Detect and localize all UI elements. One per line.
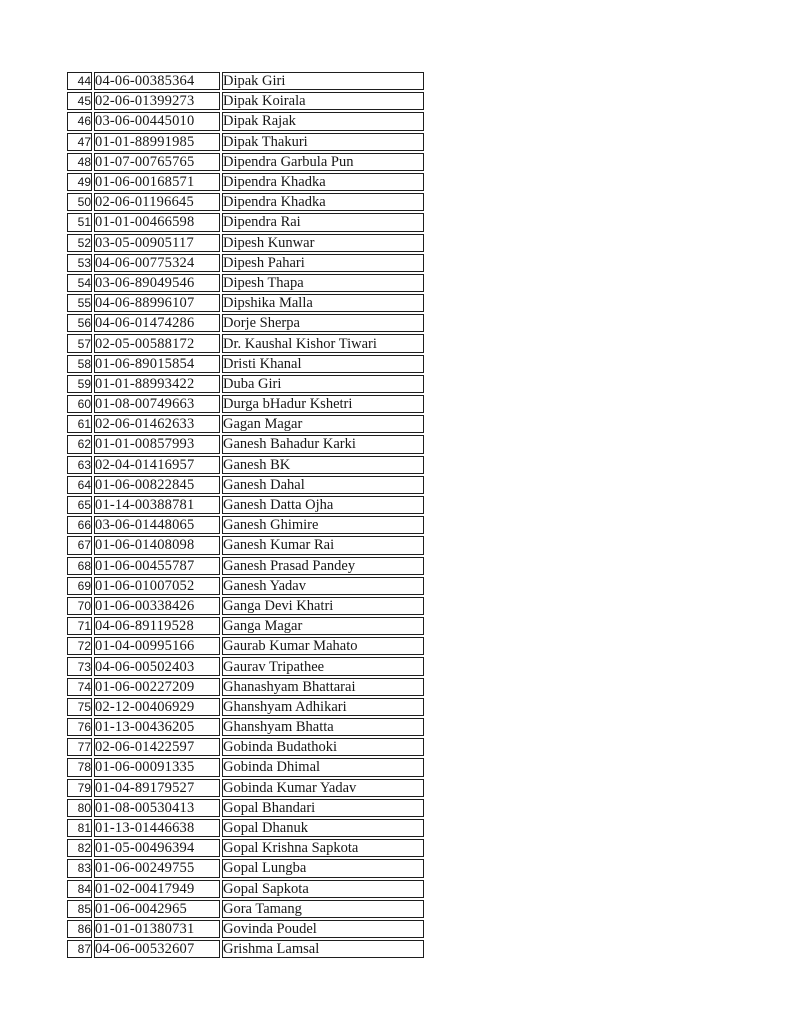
member-name-cell: Dipendra Rai	[222, 213, 424, 231]
member-name-cell: Gopal Lungba	[222, 859, 424, 877]
member-name-cell: Ganesh Yadav	[222, 577, 424, 595]
serial-number-cell: 45	[67, 92, 92, 110]
id-number-cell: 01-06-01408098	[94, 536, 220, 554]
serial-number-cell: 67	[67, 536, 92, 554]
serial-number-cell: 53	[67, 254, 92, 272]
member-name-cell: Dr. Kaushal Kishor Tiwari	[222, 334, 424, 352]
id-number-cell: 01-13-00436205	[94, 718, 220, 736]
serial-number-cell: 84	[67, 880, 92, 898]
member-name-cell: Ghanashyam Bhattarai	[222, 678, 424, 696]
id-number-cell: 04-06-88996107	[94, 294, 220, 312]
member-name-cell: Gopal Sapkota	[222, 880, 424, 898]
roster-table	[65, 70, 426, 960]
member-name-cell: Gopal Bhandari	[222, 799, 424, 817]
id-number-cell: 04-06-00775324	[94, 254, 220, 272]
serial-number-cell: 77	[67, 738, 92, 756]
table-row	[67, 758, 424, 776]
table-row	[67, 577, 424, 595]
member-name-cell: Govinda Poudel	[222, 920, 424, 938]
member-name-cell: Dipak Koirala	[222, 92, 424, 110]
member-name-cell: Dipak Thakuri	[222, 133, 424, 151]
id-number-cell: 01-06-89015854	[94, 355, 220, 373]
serial-number-cell: 64	[67, 476, 92, 494]
serial-number-cell: 59	[67, 375, 92, 393]
serial-number-cell: 80	[67, 799, 92, 817]
table-row	[67, 72, 424, 90]
serial-number-cell: 46	[67, 112, 92, 130]
id-number-cell: 01-04-00995166	[94, 637, 220, 655]
id-number-cell: 01-01-01380731	[94, 920, 220, 938]
serial-number-cell: 83	[67, 859, 92, 877]
serial-number-cell: 56	[67, 314, 92, 332]
serial-number-cell: 48	[67, 153, 92, 171]
member-name-cell: Dristi Khanal	[222, 355, 424, 373]
table-row	[67, 334, 424, 352]
table-row	[67, 557, 424, 575]
serial-number-cell: 62	[67, 435, 92, 453]
id-number-cell: 02-05-00588172	[94, 334, 220, 352]
member-name-cell: Grishma Lamsal	[222, 940, 424, 958]
table-row	[67, 536, 424, 554]
id-number-cell: 01-06-00168571	[94, 173, 220, 191]
id-number-cell: 01-06-00338426	[94, 597, 220, 615]
member-name-cell: Ghanshyam Bhatta	[222, 718, 424, 736]
member-name-cell: Gopal Dhanuk	[222, 819, 424, 837]
serial-number-cell: 68	[67, 557, 92, 575]
member-name-cell: Dipesh Pahari	[222, 254, 424, 272]
serial-number-cell: 76	[67, 718, 92, 736]
table-row	[67, 133, 424, 151]
member-name-cell: Durga bHadur Kshetri	[222, 395, 424, 413]
member-name-cell: Gobinda Dhimal	[222, 758, 424, 776]
member-name-cell: Ganesh BK	[222, 456, 424, 474]
serial-number-cell: 54	[67, 274, 92, 292]
table-row	[67, 375, 424, 393]
serial-number-cell: 72	[67, 637, 92, 655]
table-row	[67, 415, 424, 433]
table-row	[67, 678, 424, 696]
id-number-cell: 02-06-01422597	[94, 738, 220, 756]
id-number-cell: 02-06-01196645	[94, 193, 220, 211]
id-number-cell: 01-06-00249755	[94, 859, 220, 877]
member-name-cell: Dipendra Khadka	[222, 193, 424, 211]
member-name-cell: Duba Giri	[222, 375, 424, 393]
id-number-cell: 04-06-00385364	[94, 72, 220, 90]
member-name-cell: Ganesh Dahal	[222, 476, 424, 494]
serial-number-cell: 79	[67, 779, 92, 797]
table-row	[67, 597, 424, 615]
id-number-cell: 03-06-89049546	[94, 274, 220, 292]
serial-number-cell: 52	[67, 234, 92, 252]
id-number-cell: 03-05-00905117	[94, 234, 220, 252]
member-name-cell: Dipak Giri	[222, 72, 424, 90]
id-number-cell: 01-14-00388781	[94, 496, 220, 514]
id-number-cell: 03-06-01448065	[94, 516, 220, 534]
id-number-cell: 01-08-00530413	[94, 799, 220, 817]
id-number-cell: 01-06-0042965	[94, 900, 220, 918]
serial-number-cell: 66	[67, 516, 92, 534]
serial-number-cell: 65	[67, 496, 92, 514]
serial-number-cell: 60	[67, 395, 92, 413]
member-name-cell: Ganesh Datta Ojha	[222, 496, 424, 514]
table-row	[67, 153, 424, 171]
table-row	[67, 738, 424, 756]
id-number-cell: 03-06-00445010	[94, 112, 220, 130]
table-row	[67, 456, 424, 474]
serial-number-cell: 85	[67, 900, 92, 918]
table-row	[67, 355, 424, 373]
id-number-cell: 01-08-00749663	[94, 395, 220, 413]
table-row	[67, 516, 424, 534]
table-row	[67, 254, 424, 272]
id-number-cell: 02-06-01399273	[94, 92, 220, 110]
table-row	[67, 193, 424, 211]
serial-number-cell: 86	[67, 920, 92, 938]
member-name-cell: Ganesh Ghimire	[222, 516, 424, 534]
table-row	[67, 657, 424, 675]
serial-number-cell: 74	[67, 678, 92, 696]
id-number-cell: 01-06-00091335	[94, 758, 220, 776]
table-row	[67, 839, 424, 857]
serial-number-cell: 70	[67, 597, 92, 615]
serial-number-cell: 69	[67, 577, 92, 595]
table-row	[67, 213, 424, 231]
table-row	[67, 92, 424, 110]
member-name-cell: Ganesh Kumar Rai	[222, 536, 424, 554]
serial-number-cell: 87	[67, 940, 92, 958]
member-name-cell: Dipesh Kunwar	[222, 234, 424, 252]
id-number-cell: 02-06-01462633	[94, 415, 220, 433]
id-number-cell: 01-05-00496394	[94, 839, 220, 857]
id-number-cell: 01-01-88991985	[94, 133, 220, 151]
table-row	[67, 234, 424, 252]
member-name-cell: Dipesh Thapa	[222, 274, 424, 292]
member-name-cell: Dipendra Khadka	[222, 173, 424, 191]
roster-table-body	[67, 72, 424, 958]
serial-number-cell: 49	[67, 173, 92, 191]
table-row	[67, 112, 424, 130]
serial-number-cell: 51	[67, 213, 92, 231]
member-name-cell: Gopal Krishna Sapkota	[222, 839, 424, 857]
id-number-cell: 01-06-00227209	[94, 678, 220, 696]
table-row	[67, 395, 424, 413]
table-row	[67, 637, 424, 655]
member-name-cell: Ganga Devi Khatri	[222, 597, 424, 615]
serial-number-cell: 71	[67, 617, 92, 635]
serial-number-cell: 58	[67, 355, 92, 373]
table-row	[67, 859, 424, 877]
table-row	[67, 496, 424, 514]
id-number-cell: 01-02-00417949	[94, 880, 220, 898]
table-row	[67, 779, 424, 797]
serial-number-cell: 73	[67, 657, 92, 675]
serial-number-cell: 63	[67, 456, 92, 474]
id-number-cell: 01-06-01007052	[94, 577, 220, 595]
serial-number-cell: 47	[67, 133, 92, 151]
member-name-cell: Gagan Magar	[222, 415, 424, 433]
id-number-cell: 04-06-01474286	[94, 314, 220, 332]
id-number-cell: 01-01-88993422	[94, 375, 220, 393]
table-row	[67, 173, 424, 191]
member-name-cell: Ganga Magar	[222, 617, 424, 635]
table-row	[67, 880, 424, 898]
id-number-cell: 01-06-00455787	[94, 557, 220, 575]
member-name-cell: Dipendra Garbula Pun	[222, 153, 424, 171]
serial-number-cell: 78	[67, 758, 92, 776]
member-name-cell: Ganesh Bahadur Karki	[222, 435, 424, 453]
serial-number-cell: 50	[67, 193, 92, 211]
id-number-cell: 02-12-00406929	[94, 698, 220, 716]
table-row	[67, 819, 424, 837]
id-number-cell: 01-13-01446638	[94, 819, 220, 837]
member-name-cell: Ghanshyam Adhikari	[222, 698, 424, 716]
id-number-cell: 02-04-01416957	[94, 456, 220, 474]
id-number-cell: 01-06-00822845	[94, 476, 220, 494]
member-name-cell: Gaurav Tripathee	[222, 657, 424, 675]
table-row	[67, 718, 424, 736]
id-number-cell: 01-01-00466598	[94, 213, 220, 231]
table-row	[67, 920, 424, 938]
table-row	[67, 314, 424, 332]
table-row	[67, 617, 424, 635]
id-number-cell: 04-06-00502403	[94, 657, 220, 675]
serial-number-cell: 81	[67, 819, 92, 837]
id-number-cell: 01-01-00857993	[94, 435, 220, 453]
id-number-cell: 04-06-89119528	[94, 617, 220, 635]
member-name-cell: Ganesh Prasad Pandey	[222, 557, 424, 575]
table-row	[67, 274, 424, 292]
serial-number-cell: 57	[67, 334, 92, 352]
table-row	[67, 476, 424, 494]
serial-number-cell: 61	[67, 415, 92, 433]
member-name-cell: Dipshika Malla	[222, 294, 424, 312]
serial-number-cell: 55	[67, 294, 92, 312]
serial-number-cell: 82	[67, 839, 92, 857]
table-row	[67, 900, 424, 918]
table-row	[67, 294, 424, 312]
table-row	[67, 698, 424, 716]
id-number-cell: 04-06-00532607	[94, 940, 220, 958]
table-row	[67, 435, 424, 453]
serial-number-cell: 75	[67, 698, 92, 716]
id-number-cell: 01-04-89179527	[94, 779, 220, 797]
member-name-cell: Gobinda Budathoki	[222, 738, 424, 756]
member-name-cell: Gaurab Kumar Mahato	[222, 637, 424, 655]
member-name-cell: Dipak Rajak	[222, 112, 424, 130]
member-name-cell: Dorje Sherpa	[222, 314, 424, 332]
table-row	[67, 940, 424, 958]
id-number-cell: 01-07-00765765	[94, 153, 220, 171]
member-name-cell: Gora Tamang	[222, 900, 424, 918]
table-row	[67, 799, 424, 817]
serial-number-cell: 44	[67, 72, 92, 90]
member-name-cell: Gobinda Kumar Yadav	[222, 779, 424, 797]
